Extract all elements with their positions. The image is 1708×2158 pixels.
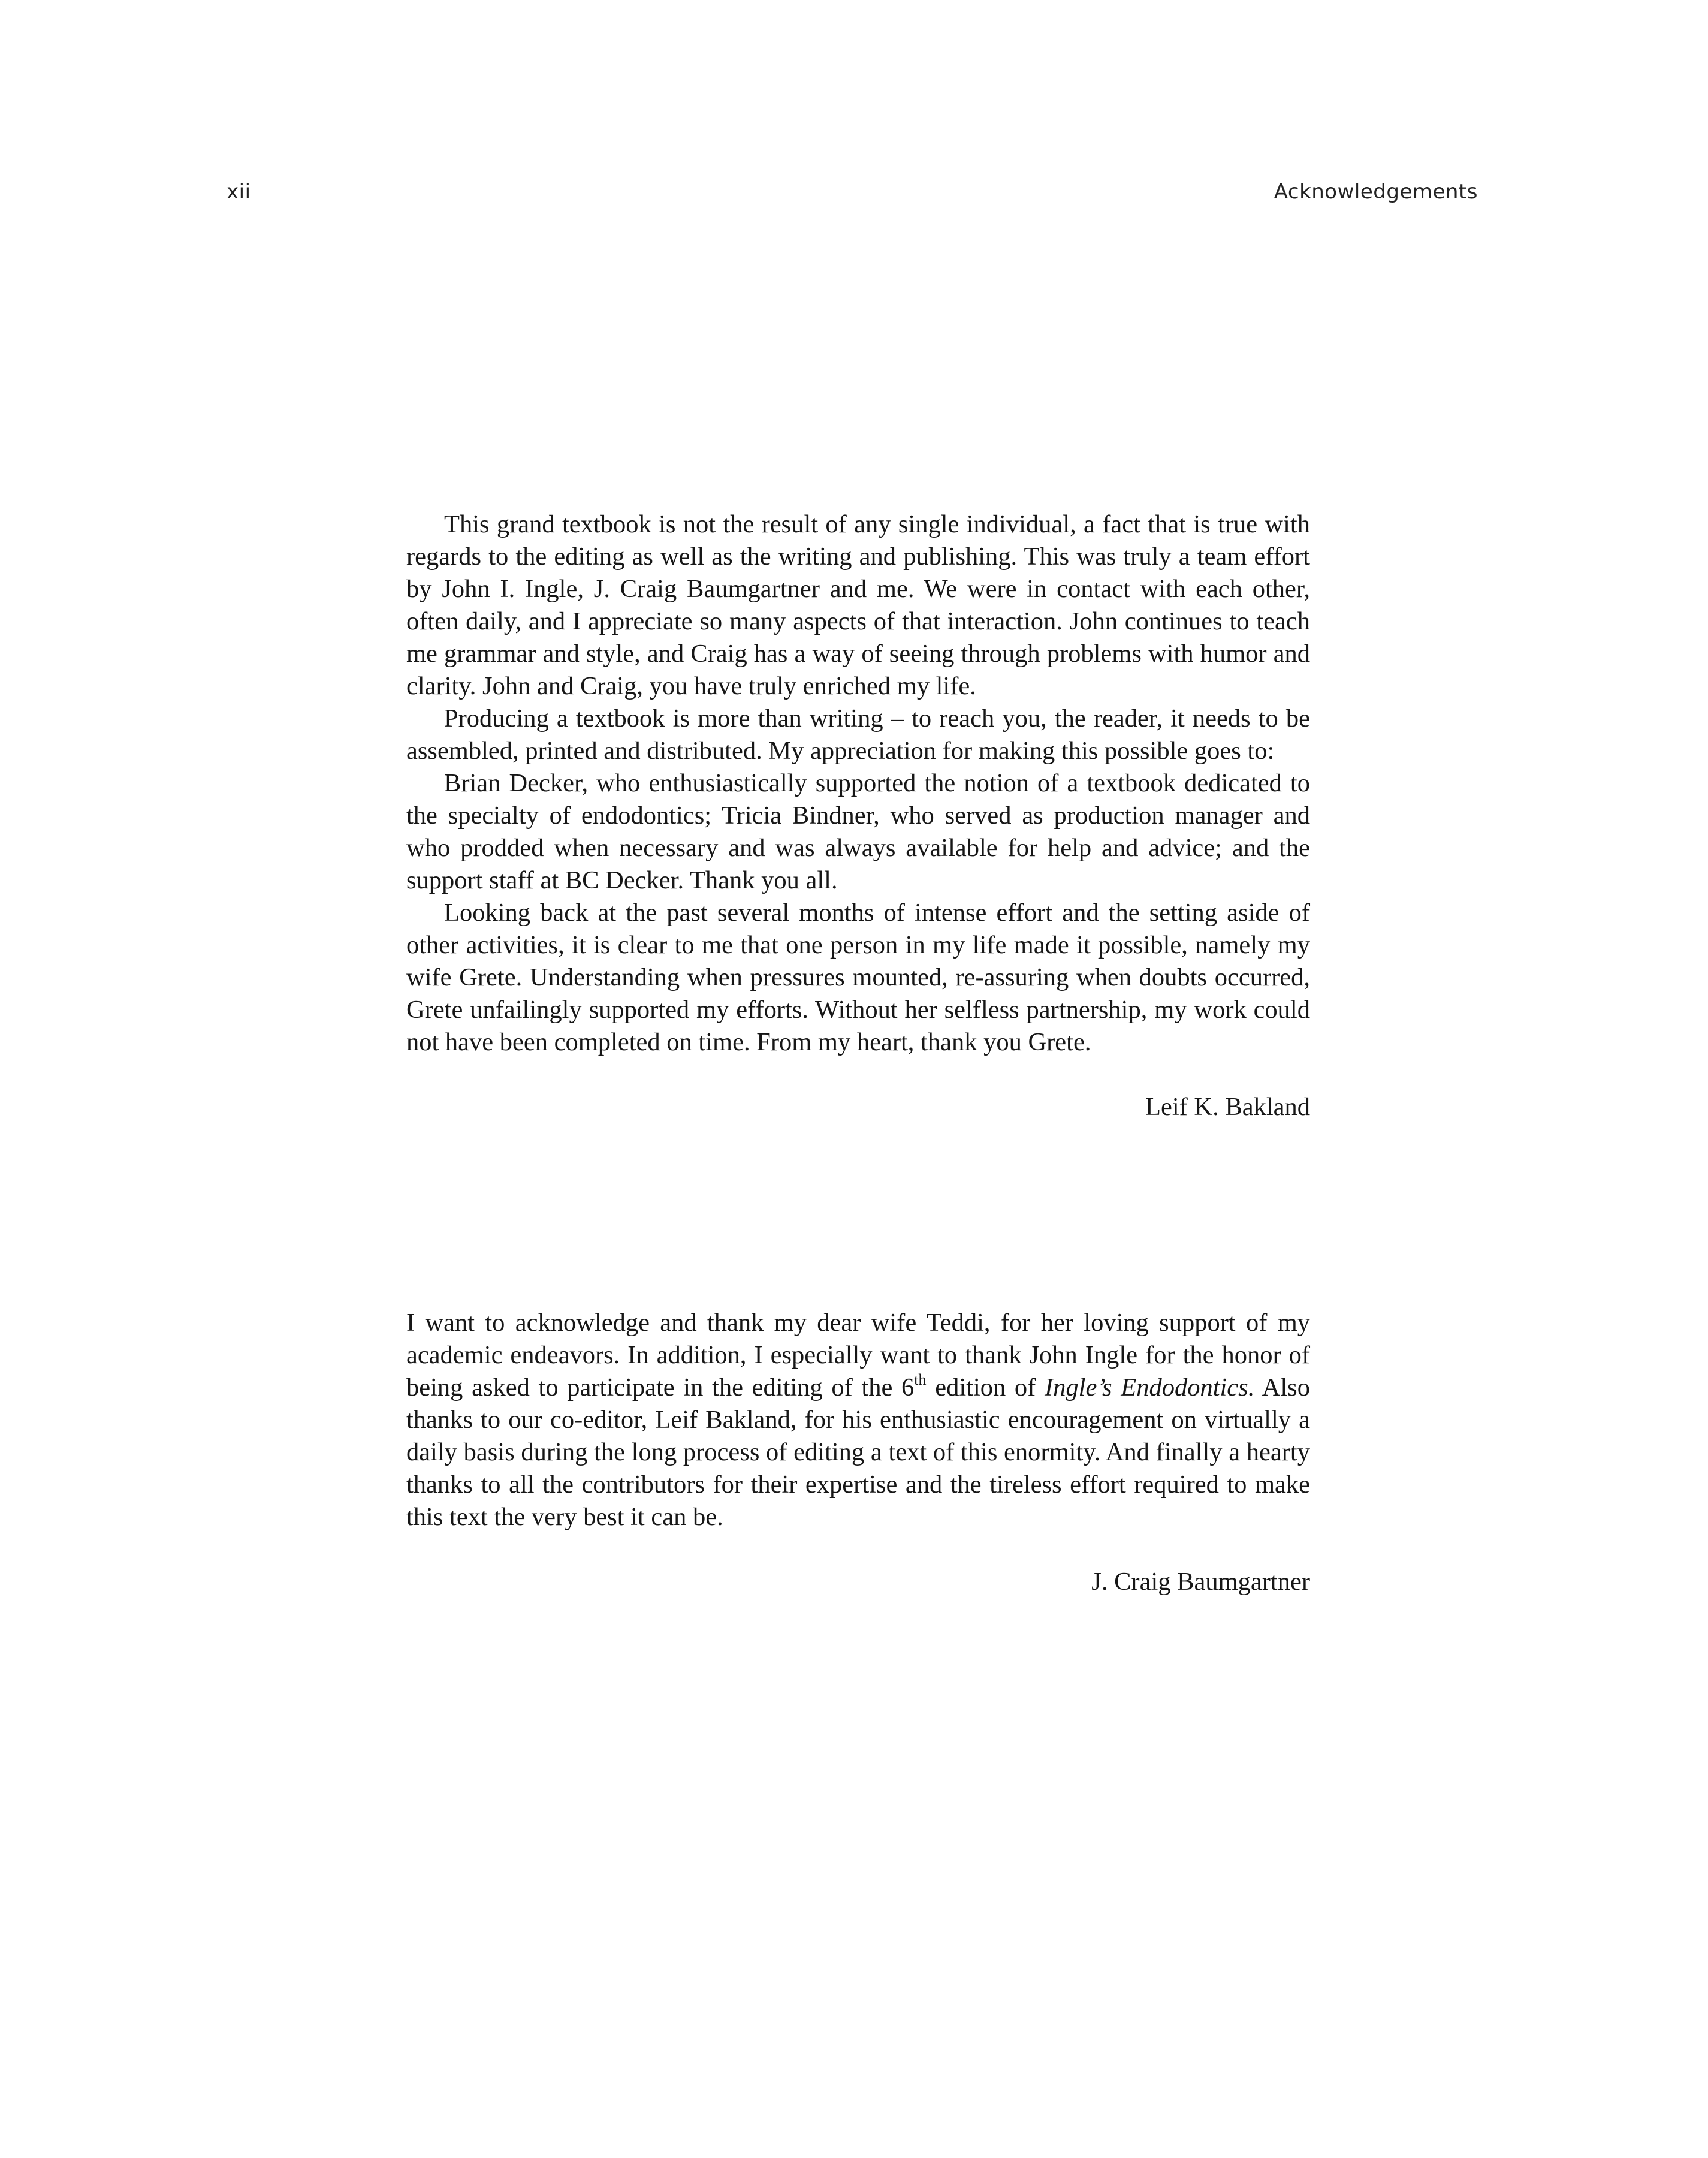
text-before-superscript: I want to acknowledge and thank my dear wife Teddi, for her loving support of my academic endeavors. In addition, I especially want to thank John Ingle for the honor of being asked to participate in the editing of the 6 [406, 1309, 1310, 1402]
text-after-superscript: edition of [926, 1373, 1045, 1402]
paragraph-teddi [406, 1307, 1310, 1533]
running-title: Acknowledgements [1274, 180, 1478, 204]
text-end: Also thanks to our co-editor, Leif Bakland, for his enthusiastic encouragement on virtually a daily basis during the long process of editing a text of this enormity. And finally a hearty thanks to all the contributors for their expertise and the tireless effort required to make this text the very best it can be. [406, 1373, 1310, 1531]
acknowledgement-bakland [406, 508, 1310, 1123]
paragraph-team-effort: This grand textbook is not the result of any single individual, a fact that is true with regards to the editing as well as the writing and publishing. This was truly a team effort by John I. Ingle, J. Craig Baumgartner and me. We were in contact with each other, often daily, and I appreciate so many aspects of that interaction. John continues to teach me grammar and style, and Craig has a way of seeing through problems with humor and clarity. John and Craig, you have truly enriched my life. [406, 510, 1310, 700]
paragraph-grete: Looking back at the past several months of intense effort and the setting aside of other activities, it is clear to me that one person in my life made it possible, namely my wife Grete. Understanding when pressures mounted, re-assuring when doubts occurred, Grete unfailingly supported my efforts. Without her selfless partnership, my work could not have been completed on time. From my heart, thank you Grete. [406, 899, 1310, 1056]
edition-superscript: th [914, 1371, 927, 1388]
paragraph-producing: Producing a textbook is more than writing – to reach you, the reader, it needs to be assembled, printed and distributed. My appreciation for making this possible goes to: [406, 704, 1310, 765]
page-number: xii [227, 180, 251, 204]
book-title: Ingle’s Endodontics. [1045, 1373, 1255, 1402]
paragraph-brian-decker: Brian Decker, who enthusiastically supported the notion of a textbook dedicated to the specialty of endodontics; Tricia Bindner, who served as production manager and who prodded when necessary and was always available for help and advice; and the support staff at BC Decker. Thank you all. [406, 769, 1310, 894]
signature-baumgartner: J. Craig Baumgartner [1091, 1568, 1310, 1596]
signature-bakland: Leif K. Bakland [1145, 1093, 1310, 1121]
acknowledgement-baumgartner [406, 1307, 1310, 1598]
